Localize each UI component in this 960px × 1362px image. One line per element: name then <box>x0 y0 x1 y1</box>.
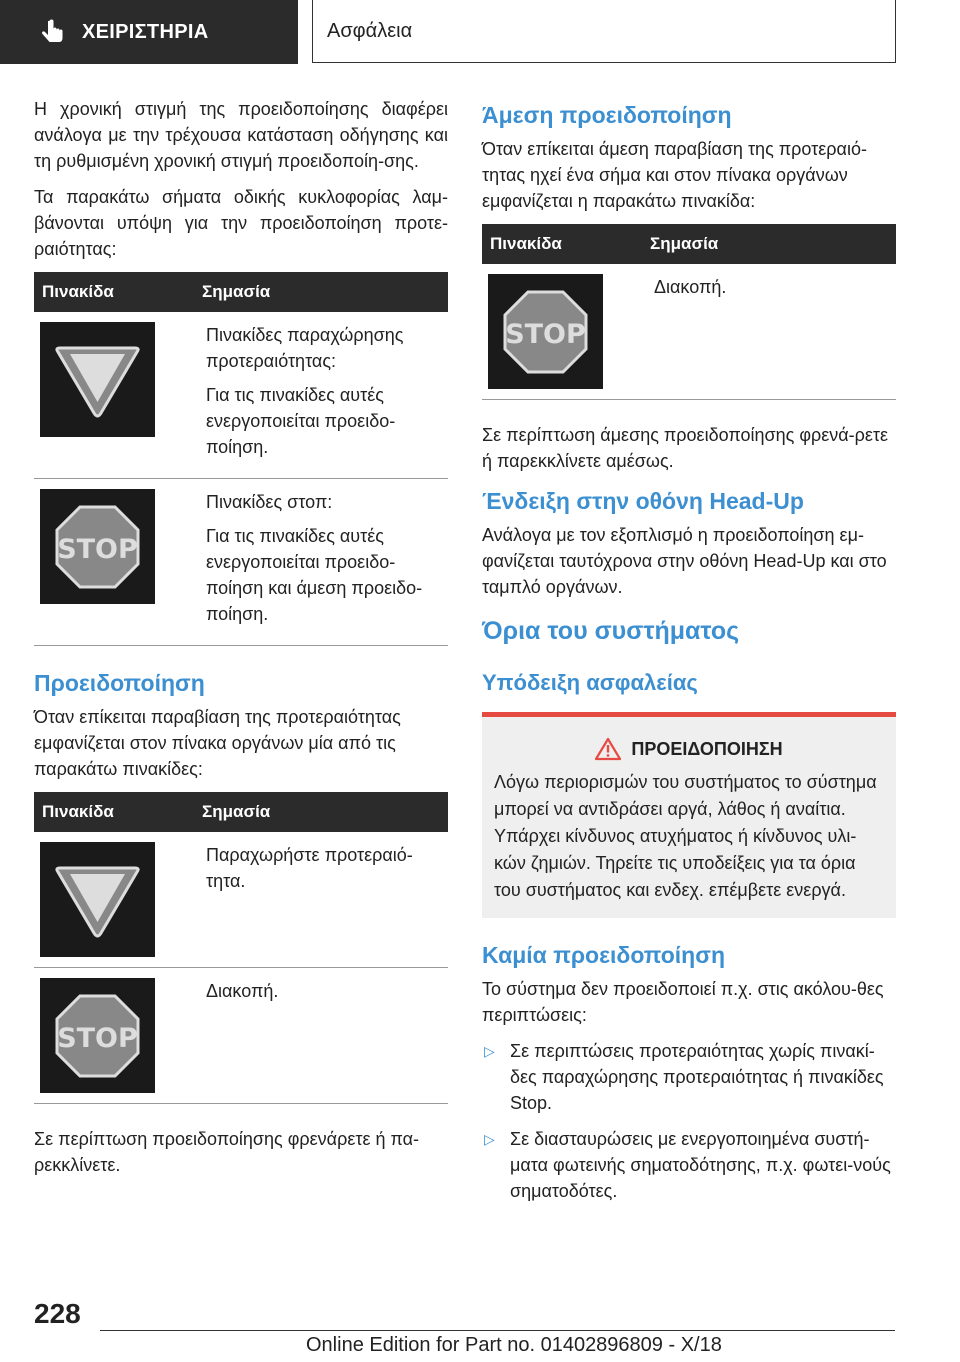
page-number: 228 <box>34 1298 81 1329</box>
section-tab <box>312 0 896 63</box>
stop-sign-icon <box>40 489 155 604</box>
edition-text: Online Edition for Part no. 01402896809 - X/18 <box>306 1334 722 1356</box>
no-warning-list <box>482 1038 896 1204</box>
meaning-line: Για τις πινακίδες αυτές ενεργοποιείται προειδο-ποίηση. <box>206 385 396 457</box>
chapter-tab <box>0 0 298 64</box>
table-row <box>34 832 448 968</box>
stop-sign-icon <box>488 274 603 389</box>
heading-system-limits: Όρια του συστήματος <box>482 617 740 645</box>
headup-paragraph: Ανάλογα με τον εξοπλισμό η προειδοποίηση εμ-φανίζεται ταυτόχρονα στην οθόνη Head-Up και στο ταμπλό οργάνων. <box>482 525 887 597</box>
col-header-meaning: Σημασία <box>638 224 896 264</box>
col-header-sign: Πινακίδα <box>34 792 190 832</box>
signs-table-2 <box>34 792 448 1104</box>
table-row <box>482 264 896 400</box>
signs-table-1 <box>34 272 448 646</box>
stop-sign-label: STOP <box>505 319 586 350</box>
triangle-bullet-icon: ▷ <box>484 1131 495 1147</box>
warning-box <box>482 712 896 918</box>
heading-safety-note: Υπόδειξη ασφαλείας <box>482 670 698 695</box>
yield-sign-icon <box>40 322 155 437</box>
hand-pointer-icon <box>38 17 68 47</box>
table-row <box>34 479 448 646</box>
chapter-title: ΧΕΙΡΙΣΤΗΡΙΑ <box>82 20 209 43</box>
meaning-line: Πινακίδες στοπ: <box>206 492 333 512</box>
list-item: ▷ Σε διασταυρώσεις με ενεργοποιημένα συστή-ματα φωτεινής σηματοδότησης, π.χ. φωτει-νούς σηματοδότες. <box>482 1126 896 1204</box>
table-row <box>34 312 448 479</box>
meaning-line: Διακοπή. <box>206 981 279 1001</box>
heading-immediate-warning: Άμεση προειδοποίηση <box>482 102 732 128</box>
col-header-meaning: Σημασία <box>190 272 448 312</box>
immediate-paragraph: Όταν επίκειται άμεση παραβίαση της προτεραιό-τητας ηχεί ένα σήμα και στον πίνακα οργάνων εμφανίζεται η παρακάτω πινακίδα: <box>482 139 867 211</box>
stop-sign-label: STOP <box>57 1023 138 1054</box>
col-header-sign: Πινακίδα <box>34 272 190 312</box>
left-column <box>34 96 448 1188</box>
col-header-sign: Πινακίδα <box>482 224 638 264</box>
col-header-meaning: Σημασία <box>190 792 448 832</box>
warning-triangle-icon <box>595 737 621 761</box>
section-title: Ασφάλεια <box>327 19 413 42</box>
heading-warning: Προειδοποίηση <box>34 670 205 696</box>
signs-table-3 <box>482 224 896 400</box>
heading-headup: Ένδειξη στην οθόνη Head-Up <box>482 488 804 514</box>
stop-sign-icon <box>40 978 155 1093</box>
warning-box-text: Λόγω περιορισμών του συστήματος το σύστημα μπορεί να αντιδράσει αργά, λάθος ή αναίτια. Υπάρχει κίνδυνος ατυχήματος ή κίνδυνος υλι-κών ζημιών. Τηρείτε τις υποδείξεις για τα όρια του συστήματος και ενδεχ. επέμβετε ενεργά. <box>494 772 877 900</box>
meaning-line: Παραχωρήστε προτεραιό-τητα. <box>206 845 413 891</box>
immediate-closing-paragraph: Σε περίπτωση άμεσης προειδοποίησης φρενά-ρετε ή παρεκκλίνετε αμέσως. <box>482 425 889 471</box>
meaning-line: Διακοπή. <box>654 277 727 297</box>
meaning-line: Για τις πινακίδες αυτές ενεργοποιείται προειδο-ποίηση και άμεση προειδο-ποίηση. <box>206 526 423 624</box>
meaning-line: Πινακίδες παραχώρησης προτεραιότητας: <box>206 325 404 371</box>
table-row <box>34 968 448 1104</box>
footer-divider <box>100 1330 895 1331</box>
yield-sign-icon <box>40 842 155 957</box>
list-item: ▷ Σε περιπτώσεις προτεραιότητας χωρίς πινακί-δες παραχώρησης προτεραιότητας ή πινακίδες Stop. <box>482 1038 896 1116</box>
triangle-bullet-icon: ▷ <box>484 1043 495 1059</box>
intro-paragraph-2: Τα παρακάτω σήματα οδικής κυκλοφορίας λαμ-βάνονται υπόψη για την προειδοποίηση προτε-ραιότητας: <box>34 187 448 259</box>
no-warning-paragraph: Το σύστημα δεν προειδοποιεί π.χ. στις ακόλου-θες περιπτώσεις: <box>482 979 884 1025</box>
warning-paragraph: Όταν επίκειται παραβίαση της προτεραιότητας εμφανίζεται στον πίνακα οργάνων μία από τις παρακάτω πινακίδες: <box>34 707 401 779</box>
stop-sign-label: STOP <box>57 534 138 565</box>
intro-paragraph-1: Η χρονική στιγμή της προειδοποίησης διαφέρει ανάλογα με την τρέχουσα κατάσταση οδήγησης και τη ρυθμισμένη χρονική στιγμή προειδοποίη-σης. <box>34 99 448 171</box>
warning-box-title: ΠΡΟΕΙΔΟΠΟΙΗΣΗ <box>631 738 783 759</box>
right-column <box>482 96 896 1214</box>
heading-no-warning: Καμία προειδοποίηση <box>482 942 726 968</box>
closing-paragraph: Σε περίπτωση προειδοποίησης φρενάρετε ή πα-ρεκκλίνετε. <box>34 1129 420 1175</box>
